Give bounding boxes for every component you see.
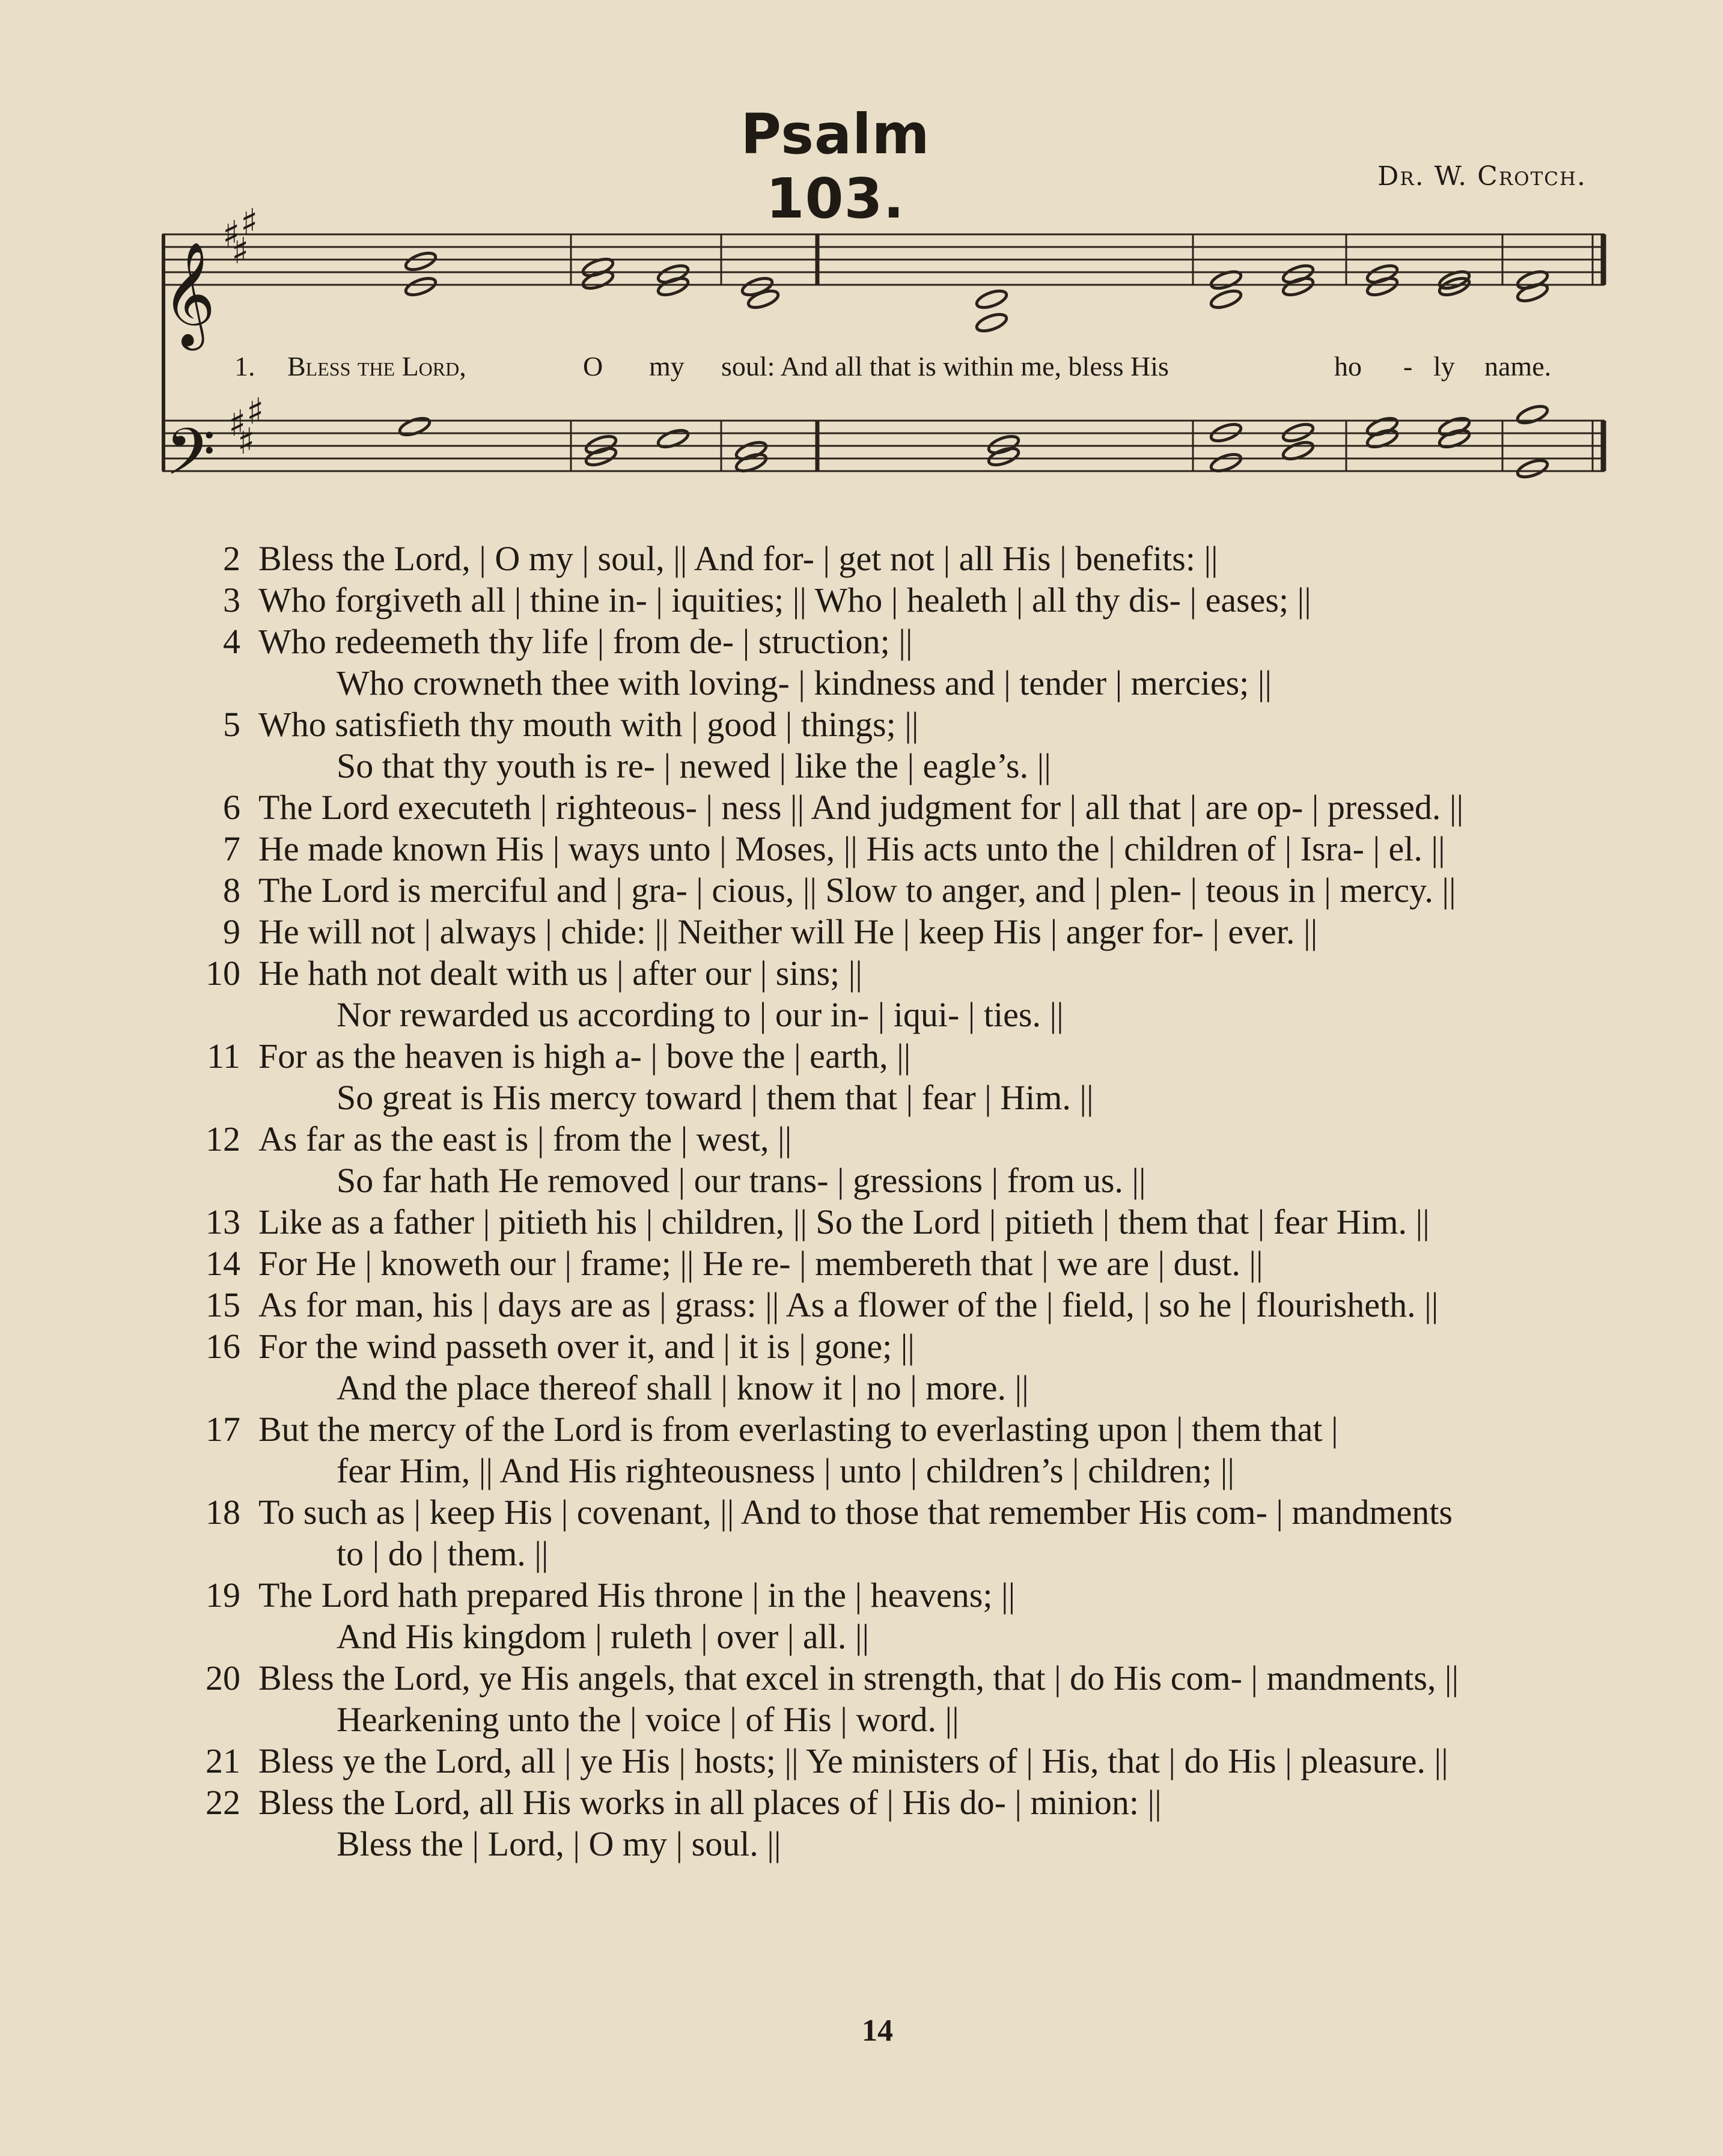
verse-number: 17 — [206, 1410, 240, 1449]
underlay-word-3: my — [649, 351, 685, 382]
svg-text:♯: ♯ — [228, 403, 246, 445]
note-head — [584, 433, 618, 456]
verse-lines — [258, 538, 1218, 579]
svg-text:𝄢: 𝄢 — [165, 414, 216, 505]
verse-8 — [192, 869, 1623, 911]
verse-lines — [258, 1118, 1146, 1201]
note-head — [1438, 415, 1471, 438]
verse-number: 15 — [206, 1285, 240, 1324]
note-head — [1516, 403, 1549, 426]
verse-line: But the mercy of the Lord is from everlasting to everlasting upon | them that | — [258, 1410, 1338, 1449]
verse-4 — [192, 621, 1623, 704]
verse-number: 10 — [206, 954, 240, 993]
verse-number: 21 — [206, 1741, 240, 1780]
note-head — [404, 275, 438, 298]
verse-lines — [258, 1201, 1430, 1243]
verse-line: fear Him, || And His righteousness | unto | children’s | children; || — [337, 1451, 1234, 1490]
underlay-word-1: Bless the Lord, — [287, 351, 466, 382]
chant-score — [150, 198, 1623, 523]
note-head — [1281, 263, 1315, 285]
verse-18 — [192, 1491, 1623, 1574]
note-head — [584, 445, 618, 468]
verse-19 — [192, 1574, 1623, 1657]
verse-line: He made known His | ways unto | Moses, || His acts unto the | children of | Isra- | el. || — [258, 829, 1445, 868]
verse-line: Like as a father | pitieth his | children, || So the Lord | pitieth | them that | fear Him. || — [258, 1202, 1430, 1241]
note-head — [1365, 415, 1399, 438]
verse-lines — [258, 704, 1051, 787]
verse-line: To such as | keep His | covenant, || And to those that remember His com- | mandments — [258, 1493, 1453, 1532]
verse-13 — [192, 1201, 1623, 1243]
verse-line: Who forgiveth all | thine in- | iquities; || Who | healeth | all thy dis- | eases; || — [258, 580, 1311, 620]
verse-line: The Lord hath prepared His throne | in the | heavens; || — [258, 1576, 1016, 1615]
verse-lines — [258, 579, 1311, 621]
verse-number: 11 — [207, 1037, 240, 1076]
verse-lines — [258, 1243, 1263, 1284]
underlay-verse-number: 1. — [234, 351, 255, 382]
verse-number: 12 — [206, 1119, 240, 1159]
svg-text:♯: ♯ — [222, 213, 240, 255]
verse-number: 20 — [206, 1658, 240, 1698]
verse-line: As for man, his | days are as | grass: || As a flower of the | field, | so he | flourisheth. || — [258, 1285, 1439, 1324]
note-head — [987, 433, 1020, 456]
verse-lines — [258, 1491, 1453, 1574]
verse-line: As far as the east is | from the | west, || — [258, 1119, 792, 1159]
verse-lines — [258, 787, 1463, 828]
svg-text:♯: ♯ — [240, 201, 258, 243]
underlay-word-4: soul: And all that is within me, bless His — [721, 351, 1169, 382]
verse-number: 13 — [206, 1202, 240, 1241]
verse-12 — [192, 1118, 1623, 1201]
verse-line: Who crowneth thee with loving- | kindness and | tender | mercies; || — [337, 663, 1272, 702]
verse-2 — [192, 538, 1623, 579]
verse-17 — [192, 1408, 1623, 1491]
verse-14 — [192, 1243, 1623, 1284]
verse-line: Bless the Lord, | O my | soul, || And for- | get not | all His | benefits: || — [258, 539, 1218, 578]
svg-text:♯: ♯ — [237, 421, 255, 463]
verse-number: 5 — [223, 705, 240, 744]
verse-lines — [258, 1408, 1338, 1491]
verse-number: 18 — [206, 1493, 240, 1532]
verse-line: So great is His mercy toward | them that | fear | Him. || — [337, 1078, 1094, 1117]
note-head — [740, 275, 774, 298]
note-head — [1516, 457, 1549, 480]
verse-10 — [192, 952, 1623, 1035]
verse-number: 7 — [223, 829, 240, 868]
verse-list — [192, 538, 1623, 1865]
verse-line: The Lord executeth | righteous- | ness || And judgment for | all that | are op- | pressed. || — [258, 788, 1464, 827]
verse-9 — [192, 911, 1623, 952]
note-head — [1365, 275, 1399, 298]
verse-lines — [258, 911, 1317, 952]
verse-number: 16 — [206, 1327, 240, 1366]
note-head — [975, 288, 1008, 311]
underlay-word-5: ho — [1334, 351, 1362, 382]
verse-number: 3 — [223, 580, 240, 620]
treble-clef-icon — [162, 242, 216, 351]
note-head — [656, 263, 690, 285]
verse-number: 4 — [223, 622, 240, 661]
verse-16 — [192, 1326, 1623, 1408]
verse-line: Hearkening unto the | voice | of His | word. || — [337, 1700, 959, 1739]
page-number: 14 — [862, 2014, 893, 2048]
note-head — [975, 311, 1008, 334]
verse-line: So far hath He removed | our trans- | gressions | from us. || — [337, 1161, 1146, 1200]
note-head — [398, 415, 432, 438]
verse-lines — [258, 869, 1456, 911]
svg-text:𝄞: 𝄞 — [162, 242, 216, 346]
verse-line: Bless the Lord, all His works in all places of | His do- | minion: || — [258, 1783, 1162, 1822]
verse-line: Bless ye the Lord, all | ye His | hosts; || Ye ministers of | His, that | do His | pleasure. || — [258, 1741, 1448, 1780]
verse-21 — [192, 1740, 1623, 1782]
verse-15 — [192, 1284, 1623, 1326]
underlay-word-7: ly — [1433, 351, 1455, 382]
verse-line: Who satisfieth thy mouth with | good | things; || — [258, 705, 919, 744]
verse-line: He will not | always | chide: || Neither will He | keep His | anger for- | ever. || — [258, 912, 1318, 951]
verse-lines — [258, 952, 1064, 1035]
verse-lines — [258, 1740, 1448, 1782]
note-head — [987, 445, 1020, 468]
verse-line: Nor rewarded us according to | our in- | iqui- | ties. || — [337, 995, 1064, 1034]
underlay-word-2: O — [583, 351, 603, 382]
verse-line: Who redeemeth thy life | from de- | struction; || — [258, 622, 913, 661]
verse-line: For as the heaven is high a- | bove the | earth, || — [258, 1037, 911, 1076]
verse-line: He hath not dealt with us | after our | sins; || — [258, 954, 862, 993]
verse-lines — [258, 621, 1272, 704]
note-head — [1209, 288, 1243, 311]
verse-lines — [258, 1326, 1029, 1408]
verse-11 — [192, 1035, 1623, 1118]
verse-lines — [258, 828, 1445, 869]
lyric-underlay — [234, 351, 1551, 382]
verse-line: For the wind passeth over it, and | it is | gone; || — [258, 1327, 915, 1366]
verse-line: to | do | them. || — [337, 1534, 549, 1573]
verse-5 — [192, 704, 1623, 787]
verse-number: 6 — [223, 788, 240, 827]
underlay-word-8: name. — [1484, 351, 1552, 382]
verse-number: 9 — [223, 912, 240, 951]
verse-7 — [192, 828, 1623, 869]
note-head — [404, 250, 438, 273]
composer-credit: Dr. W. Crotch. — [1377, 161, 1587, 192]
underlay-word-6: - — [1403, 351, 1413, 382]
verse-22 — [192, 1782, 1623, 1865]
note-head — [1365, 263, 1399, 285]
verse-number: 19 — [206, 1576, 240, 1615]
verse-line: And the place thereof shall | know it | no | more. || — [337, 1368, 1029, 1407]
verse-line: And His kingdom | ruleth | over | all. || — [337, 1617, 870, 1656]
verse-line: Bless the | Lord, | O my | soul. || — [337, 1824, 781, 1863]
verse-3 — [192, 579, 1623, 621]
svg-text:♯: ♯ — [231, 230, 249, 272]
verse-line: The Lord is merciful and | gra- | cious, || Slow to anger, and | plen- | teous in | mercy. || — [258, 871, 1456, 910]
verse-line: So that thy youth is re- | newed | like the | eagle’s. || — [337, 746, 1051, 785]
verse-number: 8 — [223, 871, 240, 910]
verse-line: Bless the Lord, ye His angels, that excel in strength, that | do His com- | mandments, || — [258, 1658, 1459, 1698]
verse-line: For He | knoweth our | frame; || He re- | membereth that | we are | dust. || — [258, 1244, 1263, 1283]
verse-lines — [258, 1574, 1015, 1657]
verse-20 — [192, 1657, 1623, 1740]
verse-lines — [258, 1284, 1438, 1326]
svg-text:♯: ♯ — [246, 391, 264, 433]
verse-number: 22 — [206, 1783, 240, 1822]
note-head — [656, 275, 690, 298]
note-head — [1281, 275, 1315, 298]
verse-lines — [258, 1657, 1459, 1740]
verse-lines — [258, 1782, 1162, 1865]
bass-clef-icon — [165, 414, 216, 505]
page-title: Psalm 103. — [740, 102, 930, 231]
verse-number: 14 — [206, 1244, 240, 1283]
key-signature-icon — [222, 201, 264, 463]
verse-6 — [192, 787, 1623, 828]
verse-number: 2 — [223, 539, 240, 578]
verse-lines — [258, 1035, 1094, 1118]
